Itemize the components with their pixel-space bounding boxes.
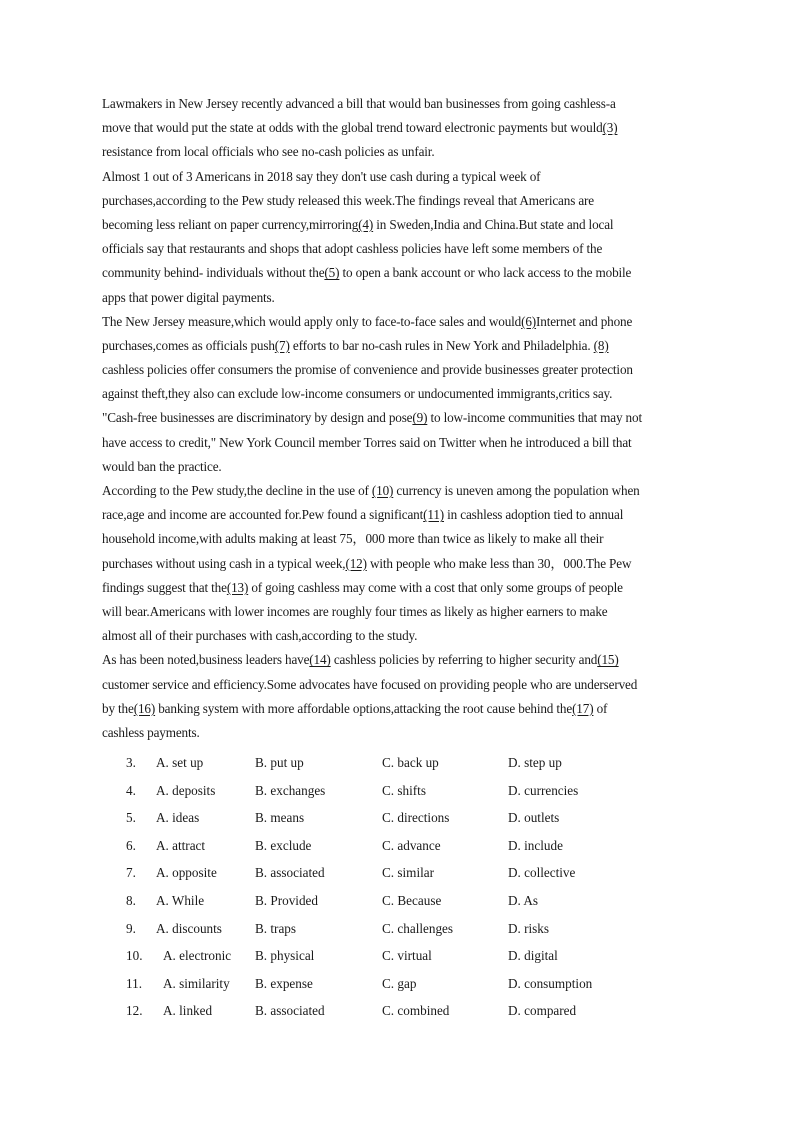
option-c: C. Because bbox=[382, 892, 442, 908]
option-c: C. shifts bbox=[382, 782, 426, 798]
question-number: 10. bbox=[126, 948, 143, 964]
option-b: B. means bbox=[255, 810, 305, 826]
passage-line bbox=[102, 358, 697, 382]
passage-text: almost all of their purchases with cash,according to the study. bbox=[102, 628, 418, 644]
passage-line bbox=[102, 92, 697, 116]
passage-line bbox=[102, 286, 697, 310]
passage-line bbox=[102, 673, 697, 697]
passage-text: becoming less reliant on paper currency,mirroring bbox=[102, 216, 359, 232]
passage-text: cashless payments. bbox=[102, 724, 200, 740]
blank-marker: (14) bbox=[309, 652, 331, 668]
passage-text: Internet and phone bbox=[536, 313, 633, 329]
blank-marker: (7) bbox=[274, 337, 290, 353]
passage-text: have access to credit," New York Council member Torres said on Twitter when he introduced a bill that bbox=[102, 434, 632, 450]
question-number: 3. bbox=[126, 755, 136, 770]
option-a: A. opposite bbox=[156, 865, 217, 881]
option-d: D. include bbox=[508, 837, 563, 853]
option-d: D. risks bbox=[508, 920, 550, 936]
reading-passage bbox=[102, 92, 697, 745]
option-d: D. step up bbox=[508, 755, 562, 770]
passage-line bbox=[102, 552, 697, 576]
passage-text: cashless policies offer consumers the promise of convenience and provide businesses greater protection bbox=[102, 362, 633, 378]
option-c: C. combined bbox=[382, 1003, 450, 1019]
question-row bbox=[0, 918, 794, 946]
passage-line bbox=[102, 721, 697, 745]
question-number: 7. bbox=[126, 865, 136, 881]
blank-marker: (15) bbox=[597, 652, 619, 668]
question-number: 12. bbox=[126, 1003, 143, 1019]
passage-text: currency is uneven among the population when bbox=[393, 483, 640, 498]
option-a: A. linked bbox=[163, 1003, 213, 1019]
passage-text: officials say that restaurants and shops that adopt cashless policies have left some members of the bbox=[102, 241, 603, 257]
question-row bbox=[0, 1000, 794, 1028]
question-number: 11. bbox=[126, 975, 142, 991]
passage-line bbox=[102, 576, 697, 600]
option-d: D. consumption bbox=[508, 975, 593, 991]
passage-text: purchases without using cash in a typical week, bbox=[102, 555, 346, 571]
passage-text: against theft,they also can exclude low-income consumers or undocumented immigrants,critics say. bbox=[102, 386, 613, 402]
blank-marker: (8) bbox=[593, 337, 609, 353]
question-row bbox=[0, 807, 794, 835]
answer-options bbox=[0, 752, 794, 1028]
option-b: B. put up bbox=[255, 755, 304, 770]
passage-line bbox=[102, 382, 697, 406]
option-b: B. Provided bbox=[255, 892, 319, 908]
question-row bbox=[0, 780, 794, 808]
passage-text: According to the Pew study,the decline in the use of bbox=[102, 483, 372, 498]
passage-text: in Sweden,India and China.But state and local bbox=[373, 216, 614, 232]
passage-text: to open a bank account or who lack access to the mobile bbox=[339, 265, 632, 281]
blank-marker: (16) bbox=[133, 700, 156, 716]
passage-line bbox=[102, 431, 697, 455]
passage-text: to low-income communities that may not bbox=[427, 410, 642, 426]
question-row bbox=[0, 862, 794, 890]
question-number: 4. bbox=[126, 782, 136, 798]
option-c: C. similar bbox=[382, 865, 435, 881]
question-row bbox=[0, 973, 794, 1001]
option-b: B. associated bbox=[255, 865, 325, 881]
question-row bbox=[0, 890, 794, 918]
option-a: A. similarity bbox=[163, 975, 230, 991]
passage-text: move that would put the state at odds with the global trend toward electronic payments but would bbox=[102, 120, 603, 136]
question-row bbox=[0, 752, 794, 780]
passage-text: Almost 1 out of 3 Americans in 2018 say they don't use cash during a typical week of bbox=[102, 168, 541, 184]
option-d: D. digital bbox=[508, 948, 558, 964]
blank-marker: (4) bbox=[358, 216, 374, 232]
passage-text: community behind- individuals without the bbox=[102, 265, 325, 281]
blank-marker: (13) bbox=[226, 579, 249, 595]
option-a: A. discounts bbox=[156, 920, 222, 936]
passage-text: Lawmakers in New Jersey recently advanced a bill that would ban businesses from going cashless-a bbox=[102, 96, 616, 111]
passage-text: household income,with adults making at least 75，000 more than twice as likely to make all their bbox=[102, 531, 604, 547]
passage-line bbox=[102, 237, 697, 261]
option-b: B. expense bbox=[255, 975, 313, 991]
option-b: B. exclude bbox=[255, 837, 312, 853]
question-number: 8. bbox=[126, 892, 136, 908]
option-c: C. challenges bbox=[382, 920, 454, 936]
option-b: B. physical bbox=[255, 948, 315, 964]
passage-line bbox=[102, 334, 697, 358]
passage-line bbox=[102, 213, 697, 237]
passage-text: by the bbox=[102, 700, 134, 716]
question-row bbox=[0, 835, 794, 863]
option-b: B. traps bbox=[255, 920, 297, 936]
option-c: C. advance bbox=[382, 837, 441, 853]
question-number: 6. bbox=[126, 837, 136, 853]
blank-marker: (9) bbox=[412, 410, 428, 426]
passage-text: customer service and efficiency.Some advocates have focused on providing people who are underserved bbox=[102, 676, 638, 692]
passage-text: As has been noted,business leaders have bbox=[102, 652, 310, 668]
blank-marker: (5) bbox=[324, 265, 340, 281]
passage-line bbox=[102, 479, 697, 503]
option-a: A. While bbox=[156, 892, 205, 908]
passage-line bbox=[102, 503, 697, 527]
passage-text: with people who make less than 30，000.The Pew bbox=[366, 555, 632, 571]
passage-line bbox=[102, 648, 697, 672]
passage-text: would ban the practice. bbox=[102, 458, 222, 474]
blank-marker: (12) bbox=[345, 555, 367, 571]
passage-line bbox=[102, 116, 697, 140]
passage-line bbox=[102, 624, 697, 648]
passage-text: of going cashless may come with a cost that only some groups of people bbox=[248, 579, 623, 595]
passage-text: findings suggest that the bbox=[102, 579, 227, 595]
question-number: 9. bbox=[126, 920, 136, 936]
passage-text: resistance from local officials who see no-cash policies as unfair. bbox=[102, 144, 435, 160]
question-row bbox=[0, 945, 794, 973]
passage-line bbox=[102, 310, 697, 334]
passage-text: "Cash-free businesses are discriminatory by design and pose bbox=[102, 410, 413, 426]
blank-marker: (3) bbox=[602, 120, 618, 136]
passage-text: efforts to bar no-cash rules in New York and Philadelphia. bbox=[289, 337, 594, 353]
blank-marker: (6) bbox=[521, 313, 537, 329]
option-d: D. As bbox=[508, 892, 539, 908]
passage-text: in cashless adoption tied to annual bbox=[444, 507, 624, 523]
passage-line bbox=[102, 455, 697, 479]
passage-line bbox=[102, 261, 697, 285]
passage-text: will bear.Americans with lower incomes are roughly four times as likely as higher earners to make bbox=[102, 603, 608, 619]
passage-text: race,age and income are accounted for.Pew found a significant bbox=[102, 507, 424, 523]
option-b: B. exchanges bbox=[255, 782, 326, 798]
option-c: C. virtual bbox=[382, 948, 432, 964]
option-a: A. deposits bbox=[156, 782, 216, 798]
option-a: A. attract bbox=[156, 837, 206, 853]
option-d: D. currencies bbox=[508, 782, 579, 798]
option-a: A. set up bbox=[156, 755, 204, 770]
passage-line bbox=[102, 406, 697, 430]
option-d: D. outlets bbox=[508, 810, 560, 826]
passage-line bbox=[102, 189, 697, 213]
blank-marker: (11) bbox=[423, 507, 445, 523]
blank-marker: (10) bbox=[371, 483, 394, 498]
option-d: D. collective bbox=[508, 865, 576, 881]
passage-line bbox=[102, 165, 697, 189]
option-a: A. electronic bbox=[163, 948, 232, 964]
passage-line bbox=[102, 527, 697, 551]
blank-marker: (17) bbox=[572, 700, 594, 716]
option-b: B. associated bbox=[255, 1003, 325, 1019]
passage-text: cashless policies by referring to higher security and bbox=[330, 652, 598, 668]
question-number: 5. bbox=[126, 810, 136, 826]
passage-text: of bbox=[593, 700, 608, 716]
passage-line bbox=[102, 140, 697, 164]
passage-text: banking system with more affordable options,attacking the root cause behind the bbox=[155, 700, 573, 716]
option-c: C. gap bbox=[382, 975, 417, 991]
passage-text: purchases,according to the Pew study released this week.The findings reveal that Americans are bbox=[102, 192, 594, 208]
passage-text: purchases,comes as officials push bbox=[102, 337, 275, 353]
passage-line bbox=[102, 697, 697, 721]
option-c: C. back up bbox=[382, 755, 439, 770]
option-d: D. compared bbox=[508, 1003, 577, 1019]
option-c: C. directions bbox=[382, 810, 450, 826]
option-a: A. ideas bbox=[156, 810, 200, 826]
passage-text: apps that power digital payments. bbox=[102, 289, 275, 305]
passage-line bbox=[102, 600, 697, 624]
passage-text: The New Jersey measure,which would apply only to face-to-face sales and would bbox=[102, 313, 522, 329]
